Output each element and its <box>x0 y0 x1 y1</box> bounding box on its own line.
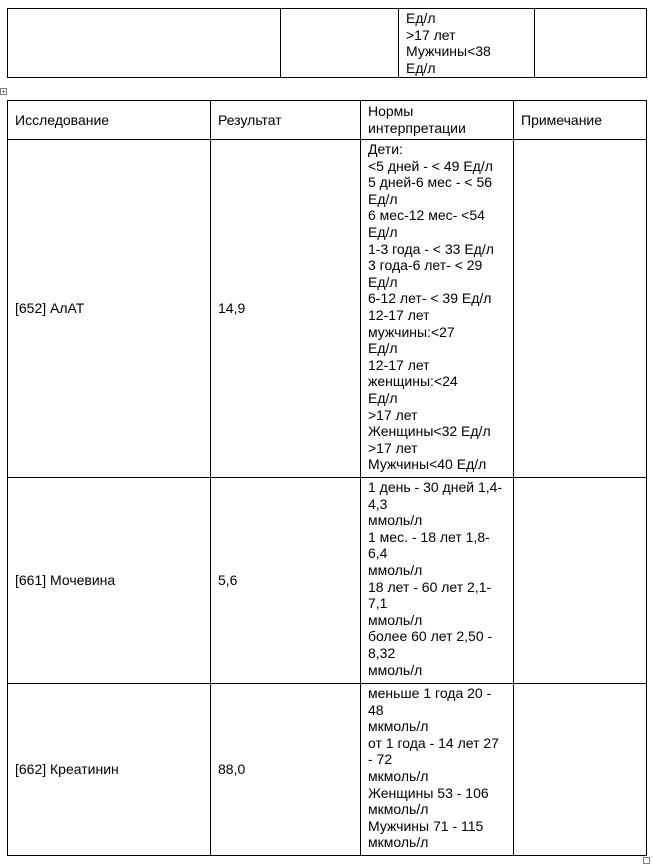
results-table <box>7 100 647 856</box>
test-name-cell: [652] АлАТ <box>8 140 211 478</box>
header-result: Результат <box>211 101 361 140</box>
note-cell <box>514 684 647 856</box>
note-cell <box>514 140 647 478</box>
result-cell <box>281 9 399 78</box>
table-row <box>8 9 647 78</box>
continuation-table <box>7 8 647 78</box>
test-name-cell <box>8 9 281 78</box>
norms-cell: Ед/л >17 лет Мужчины<38 Ед/л <box>399 9 535 78</box>
table-row <box>8 140 647 478</box>
table-row <box>8 478 647 684</box>
norms-cell: меньше 1 года 20 - 48 мкмоль/л от 1 года - 14 лет 27 - 72 мкмоль/л Женщины 53 - 106 мкмоль/л Мужчины 71 - 115 мкмоль/л <box>361 684 514 856</box>
table-move-handle-icon[interactable] <box>0 88 7 95</box>
test-name-cell: [662] Креатинин <box>8 684 211 856</box>
header-norms: Нормы интерпретации <box>361 101 514 140</box>
norms-cell: Дети: <5 дней - < 49 Ед/л 5 дней-6 мес - < 56 Ед/л 6 мес-12 мес- <54 Ед/л 1-3 года - < 33 Ед/л 3 года-6 лет- < 29 Ед/л 6-12 лет- < 39 Ед/л 12-17 лет мужчины:<27 Ед/л 12-17 лет женщины:<24 Ед/л >17 лет Женщины<32 Ед/л >17 лет Мужчины<40 Ед/л <box>361 140 514 478</box>
table-row <box>8 684 647 856</box>
result-cell: 14,9 <box>211 140 361 478</box>
result-cell: 5,6 <box>211 478 361 684</box>
norms-cell: 1 день - 30 дней 1,4- 4,3 ммоль/л 1 мес. - 18 лет 1,8- 6,4 ммоль/л 18 лет - 60 лет 2,1- 7,1 ммоль/л более 60 лет 2,50 - 8,32 ммоль/л <box>361 478 514 684</box>
header-note: Примечание <box>514 101 647 140</box>
table-resize-handle-icon[interactable] <box>643 857 650 864</box>
note-cell <box>514 478 647 684</box>
note-cell <box>535 9 647 78</box>
header-test: Исследование <box>8 101 211 140</box>
header-row <box>8 101 647 140</box>
test-name-cell: [661] Мочевина <box>8 478 211 684</box>
result-cell: 88,0 <box>211 684 361 856</box>
